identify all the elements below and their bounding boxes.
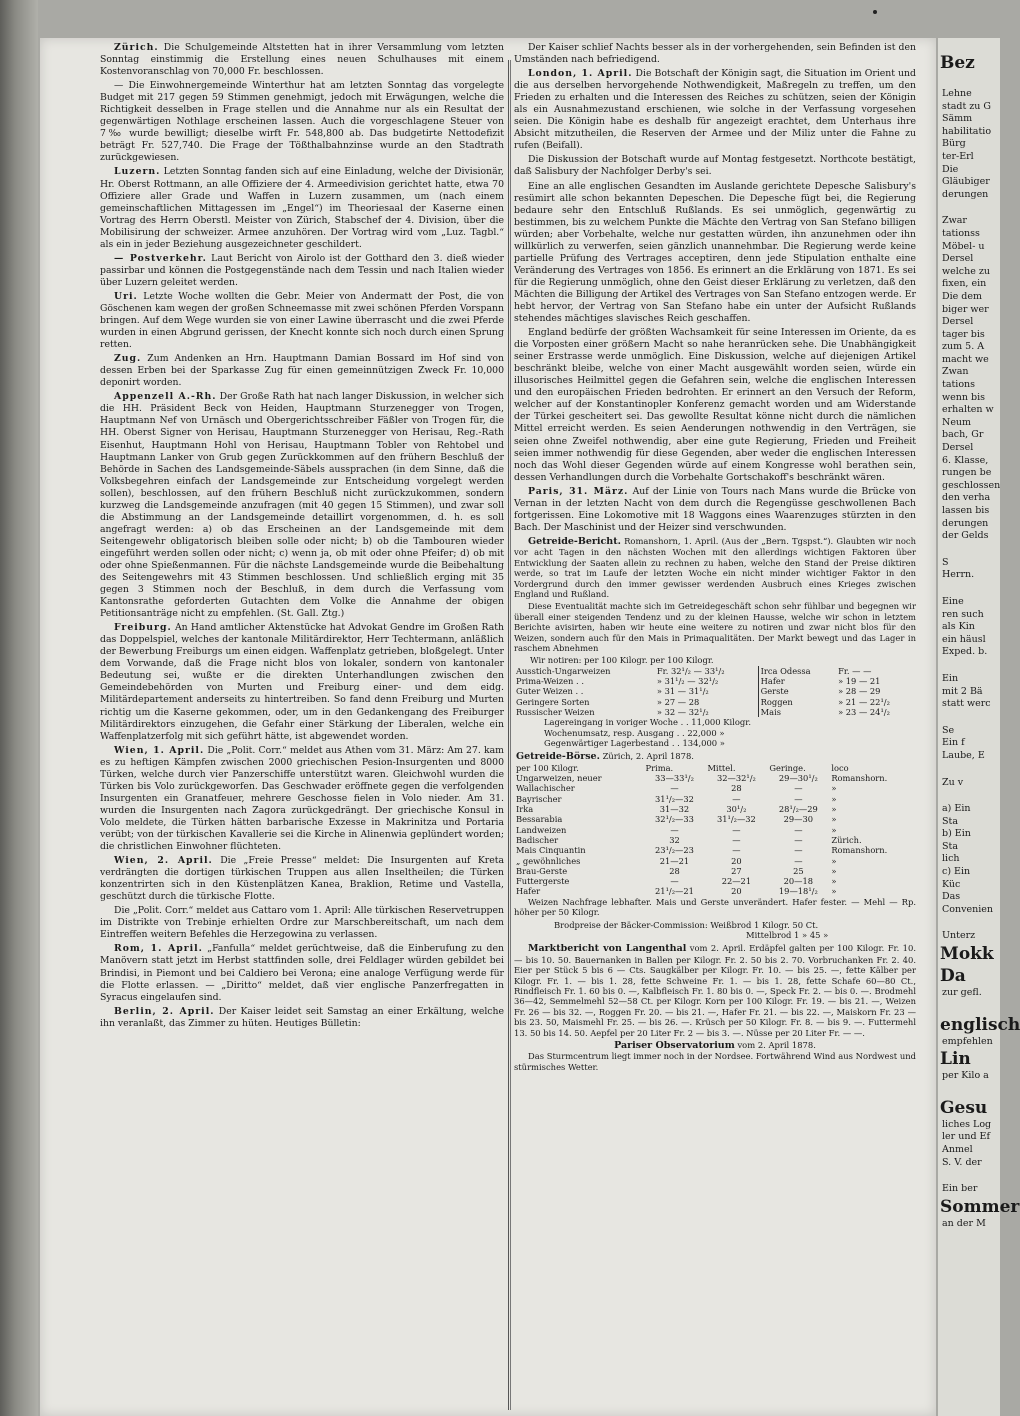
table-cell: 32 [669,834,680,845]
article-text: Der Kaiser leidet seit Samstag an einer Erkältung, welche ihn veranlaßt, das Zimmer zu hüten. Heutiges Bülletin: [100,1005,504,1029]
table-cell: — [670,783,679,794]
table-row [514,783,916,793]
spacer [938,1000,1000,1014]
table-cell: » [831,865,837,876]
spacer [938,74,1000,88]
table-row [514,866,916,876]
adjacent-page-fragment: Herrn. [942,569,975,581]
table-cell: Ungarweizen, neuer [516,773,602,784]
stock-line: Gegenwärtiger Lagerbestand . . 134,000 » [544,738,725,749]
table-cell: Zürich. [831,834,862,845]
table-cell: Irca Odessa [758,666,836,676]
table-row [514,814,916,824]
table-cell: Brau-Gerste [516,865,568,876]
observatory [514,1040,916,1072]
table-cell: 23¹/₂—23 [655,845,694,856]
adjacent-page-fragment: Dersel [942,442,974,454]
table-row [514,835,916,845]
adjacent-page-fragment: Möbel- u [942,240,985,252]
table-row [514,804,916,814]
article-text: Die „Polit. Corr.“ meldet aus Cattaro vom 1. April: Alle türkischen Reservetruppen im Distrikte von Trebinje erhielten Ordre zur Marschbereitschaft, um nach dem Eintreffen weitern Befehles die Herzegowina zu verlassen. [100,905,504,941]
adjacent-page-fragment: Dersel [942,316,974,328]
adjacent-page-fragment: lassen bis [942,505,990,516]
adjacent-page-fragment: Eine [942,595,964,607]
adjacent-page-fragment: Da [940,966,966,987]
adjacent-page-fragment: S. V. der [942,1156,982,1168]
table-cell: » [831,876,837,887]
observatory-text: Das Sturmcentrum liegt immer noch in der Nordsee. Fortwährend Wind aus Nordwest und stürmisches Wetter. [514,1051,916,1072]
spacer [938,763,1000,777]
news-articles [514,42,916,534]
table-cell: 22—21 [721,876,752,887]
table-cell: 21—21 [659,855,690,866]
table-cell: » [831,814,837,825]
adjacent-page-fragment: Unterz [942,930,976,942]
column-rule-double [510,60,511,1410]
article-paragraph [100,353,504,389]
exchange-place: Zürich, 2. April 1878. [602,751,694,762]
adjacent-page-fragment: Zu v [942,776,964,788]
article-dateline: Zug. [114,353,142,365]
spacer [938,711,1000,725]
spacer [938,789,1000,803]
table-cell: — [732,834,741,845]
article-text: Auf der Linie von Tours nach Mans wurde die Brücke von Vernan in der letzten Nacht von dem durch die Regengüsse geschwollenen Bach fortgerissen. Eine Lokomotive mit 18 Waggons eines Waarenzuges stürzten in den Bach. Der Maschinist und der Heizer sind verschwunden. [514,485,916,533]
table-cell: Fr. 32¹/₂ — 33¹/₂ [656,665,725,676]
adjacent-page-fragment: habilitatio [942,125,992,137]
article-text: — Die Einwohnergemeinde Winterthur hat am letzten Sonntag das vorgelegte Budget mit 217 gegen 59 Stimmen genehmigt, jedoch mit Erwägungen, welche die Richtigkeit desselben in Frage stellen und die Annahme nur als ein Resultat der gegenwärtigen Nothlage erscheinen lassen. Auch die vorgeschlagene Steuer von 7‰ wurde bewilligt; dieselbe wirft Fr. 548,800 ab. Das budgetirte Nettodefizit beträgt Fr. 527,740. Die Frage der Tößthalbahnzinse wurde an den Stadtrath zurückgewiesen. [100,80,504,164]
adjacent-page-fragment: Bez [940,53,975,73]
grain-report-title: Getreide-Bericht. [528,535,621,547]
bread-line2: Mittelbrod 1 » 45 » [746,929,829,940]
article-paragraph [514,68,916,152]
adjacent-page-fragment: liches Log [942,1118,992,1130]
spacer [938,1169,1000,1183]
adjacent-page-fragment: der Gelds [942,530,989,542]
adjacent-page-fragment: tations [942,379,976,391]
article-dateline: Zürich. [114,42,159,53]
table-row [514,666,916,676]
spacer [938,201,1000,215]
grain-report-place: Romanshorn, 1. April. [624,535,719,546]
grain-exchange [514,751,916,940]
article-paragraph [100,291,504,351]
article-text: Die Schulgemeinde Altstetten hat in ihrer Versammlung vom letzten Sonntag einstimmig die Erstellung eines neuen Schulhauses mit einem Kostenvoranschlag von 70,000 Fr. beschlossen. [100,42,504,78]
adjacent-page-fragment: Lin [940,1049,971,1070]
article-text: „Fanfulla“ meldet gerüchtweise, daß die Einberufung zu den Manövern statt jetzt im Herbst stattfinden solle, drei Feldlager würden gebildet bei Brindisi, in Piemont und bei Caldiero bei Verona; eine analoge Verfügung werde für die Flotte erlassen. — „Diritto“ meldet, daß vier englische Panzerfregatten in Syracus eingelaufen sind. [100,943,505,1003]
table-cell: » [831,793,837,804]
table-cell: — [670,876,679,887]
article-paragraph [100,80,504,164]
article-paragraph [100,42,504,78]
table-cell: 20 [731,855,742,866]
table-row [514,676,916,686]
spacer [938,543,1000,557]
table-cell: „ gewöhnliches [516,855,581,866]
article-dateline: London, 1. April. [528,68,633,80]
article-dateline: Berlin, 2. April. [114,1005,215,1017]
article-paragraph [100,943,504,1003]
article-text: Letzte Woche wollten die Gebr. Meier von Andermatt der Post, die von Göschenen kam wegen der großen Schneemasse mit zwei schönen Pferden Vorspann bringen. Auf dem Wege wurden sie von einer Lawine überrascht und die zwei Pferde wurden in einen Abgrund gerissen, der Knecht konnte sich noch durch einen Sprung retten. [100,290,504,351]
article-paragraph [514,327,916,484]
adjacent-page-fragment: derungen [942,188,989,200]
exchange-price-table [514,763,916,897]
adjacent-page-fragment: zum 5. A [942,341,985,353]
adjacent-page-fragment: S [942,556,949,568]
stock-line: Lagereingang in voriger Woche . . 11,000 Kilogr. [544,717,752,728]
table-cell: Hafer [516,886,541,897]
table-cell: — [732,824,741,835]
table-cell: 31¹/₂—32 [655,793,694,804]
adjacent-page-fragment: Anmel [942,1144,973,1155]
adjacent-page-fragment: als Kin [942,621,975,633]
adjacent-page-fragment: Gläubiger [942,176,990,188]
spacer [938,38,1000,52]
table-cell: — [794,845,803,856]
article-paragraph [100,622,504,742]
table-cell: Bessarabia [516,814,563,825]
adjacent-page-fragment: derungen [942,517,989,529]
adjacent-page-fragment: an der M [942,1217,986,1229]
column-right [514,42,916,1074]
table-cell: Roggen [758,697,836,707]
table-cell: Futtergerste [516,876,570,887]
table-cell: » 31¹/₂ — 32¹/₂ [656,676,719,687]
article-dateline: Wien, 2. April. [114,855,213,867]
table-cell: 31¹/₂—32 [716,814,756,825]
table-cell: 29—30 [783,814,814,825]
table-cell: » [831,886,837,897]
table-cell: 20—18 [783,876,814,887]
book-binding [0,0,38,1416]
adjacent-page-fragment: rungen be [942,467,992,479]
table-cell: Wallachischer [516,783,575,794]
observatory-date: vom 2. April 1878. [737,1040,816,1050]
table-cell: Bayrischer [516,793,562,804]
adjacent-page-fragment: Das [942,891,961,903]
adjacent-page-fragment: erhalten w [942,404,994,416]
table-cell: — [794,834,803,845]
article-dateline: Appenzell A.-Rh. [114,391,217,403]
table-row [514,876,916,886]
langenthal-title: Marktbericht von Langenthal [528,943,687,955]
adjacent-page-fragment: per Kilo a [942,1070,989,1082]
adjacent-page-fragment: den verha [942,492,991,504]
article-text: Zum Andenken an Hrn. Hauptmann Damian Bossard im Hof sind von dessen Erben bei der Sparkasse Zug für einen gemeinnützigen Zweck Fr. 10,000 deponirt worden. [100,353,504,389]
table-header-cell: Mittel. [707,762,736,773]
grain-report-header: Wir notiren: per 100 Kilogr. per 100 Kilogr. [530,655,714,666]
article-paragraph [514,181,916,326]
article-text: Laut Bericht von Airolo ist der Gotthard den 3. dieß wieder passirbar und können die Postgegenstände nach dem Tessin und nach Italien wieder über Luzern geleitet werden. [100,252,504,288]
spacer [938,916,1000,930]
article-dateline: — Postverkehr. [114,252,207,264]
exchange-note: Weizen Nachfrage lebhafter. Mais und Gerste unverändert. Hafer fester. — Mehl — Rp. höher per 50 Kilogr. [514,896,916,918]
spacer [938,582,1000,596]
adjacent-page-fragment: mit 2 Bä [942,685,983,697]
article-dateline: Freiburg. [114,622,172,634]
table-cell: Ausstich-Ungarweizen [516,665,611,676]
column-left [100,42,504,1032]
table-cell: — [794,824,803,835]
adjacent-page-fragment: wenn bis [942,391,986,403]
spacer [938,659,1000,673]
table-row [514,856,916,866]
adjacent-page-fragment: Bürg [942,138,966,150]
article-paragraph [100,391,504,620]
article-paragraph [100,253,504,289]
adjacent-page-fragment: Ein f [942,737,965,749]
adjacent-page-fragment: geschlossen [942,479,1001,491]
adjacent-page-fragment: englisch [940,1014,1020,1035]
adjacent-page-fragment: macht we [942,353,989,365]
adjacent-page-fragment: Ein ber [942,1183,978,1195]
table-cell: — [670,824,679,835]
table-cell: 30¹/₂ [726,804,747,815]
adjacent-page-fragment: stadt zu G [942,100,992,112]
table-cell: » 21 — 22¹/₂ [838,696,890,707]
table-row [514,794,916,804]
table-row [514,686,916,696]
adjacent-page-fragment: empfehlen [942,1035,993,1047]
adjacent-page-fragment: Ein [942,672,959,684]
adjacent-page-fragment: fixen, ein [942,278,987,290]
adjacent-page-fragment: ein häusl [942,633,986,645]
table-cell: — [732,845,741,856]
adjacent-page-fragment: tationss [942,227,980,239]
adjacent-page-fragment: a) Ein [942,803,971,815]
adjacent-page-fragment: ter-Erl [942,150,974,162]
table-cell: 32—32¹/₂ [716,773,756,784]
table-cell: Mais Cinquantin [516,845,586,856]
article-paragraph [514,154,916,178]
article-paragraph [100,905,504,941]
article-dateline: Rom, 1. April. [114,943,203,955]
article-dateline: Uri. [114,290,138,302]
article-text: Letzten Sonntag fanden sich auf eine Einladung, welche der Divisionär, Hr. Oberst Rottmann, an alle Offiziere der 4. Armeedivision gerichtet hatte, etwa 70 Offiziere aller Grade und Waffen in Luzern zusammen, um (nach einem gemeinschaftlichen Mittagessen im „Engel“) im Theoriesaal der Kaserne einen Vortrag des Herrn Oberstl. Meister von Zürich, Stabschef der 4. Division, über die Mobilisirung der schweizer. Armee anzuhören. Der Vortrag wird vom „Luz. Tagbl.“ als ein in jeder Beziehung ausgezeichneter geschildert. [100,166,504,250]
table-cell: 20 [731,886,742,897]
ink-mark [873,10,877,14]
table-cell: Romanshorn. [831,773,888,784]
table-cell: 32¹/₂—33 [655,814,694,825]
adjacent-page-fragment: statt werc [942,698,991,710]
adjacent-page-fragment: welche zu [942,265,990,277]
adjacent-page-fragment: Gesu [940,1097,988,1118]
table-cell: Mais [758,707,836,717]
table-cell: » 23 — 24¹/₂ [838,706,890,717]
adjacent-page-fragment: Neum [942,416,972,428]
article-text: Die Botschaft der Königin sagt, die Situation im Orient und die aus derselben hervorgehende Nothwendigkeit, Maßregeln zu treffen, um den Frieden zu erhalten und die Interessen des Reiches zu schützen, seien der Königin als ein Ausnahmezustand erschienen, wie solche in der Verfassung vorgesehen seien. Die Königin habe es deshalb für angezeigt erachtet, dem Unterhaus ihre Absicht mitzutheilen, die Reserven der Armee und der Miliz unter die Fahne zu rufen (Beifall). [514,68,916,152]
table-cell: » [831,824,837,835]
table-cell: » [831,855,837,866]
table-cell: Geringere Sorten [516,696,590,707]
table-cell: 29—30¹/₂ [778,773,818,784]
adjacent-page-fragment: Mokk [940,944,994,965]
table-header-cell: per 100 Kilogr. [516,762,579,773]
table-header-cell: loco [831,762,849,773]
adjacent-page-fragment: Laube, E [942,749,985,761]
article-paragraph [514,42,916,66]
table-cell: 27 [731,865,742,876]
table-cell: — [794,855,803,866]
langenthal-market [514,943,916,1038]
grain-report-source: (Aus der „Bern. Tgspst.“). [721,535,834,546]
table-cell: — [794,783,803,794]
table-cell: » 28 — 29 [838,686,881,697]
article-text: Der Große Rath hat nach langer Diskussion, in welcher sich die HH. Präsident Beck von Heiden, Hauptmann Sturzenegger von Trogen, Hauptmann Nef von Urnäsch und Obergerichtsschreiber Fäßler von Trogen für, die HH. Oberst Signer von Herisau, Hauptmann Sturzenegger von Herisau, Reg.-Rath Eisenhut, Hauptmann Hohl von Herisau, Hauptmann Tobler von Rehtobel und Hauptmann Lanker von Grub gegen Zurückkommen auf den frühern Beschluß der Behörde in Sachen des Landsgemeinde-Säbels aussprachen (in dem Sinne, daß die Volksbegehren einfach der Landsgemeinde zur Entscheidung vorgelegt werden sollen), beschlossen, auf den frühern Beschluß nicht zurückzukommen, sondern kurzweg die Landsgemeinde anzufragen (mit 40 gegen 15 Stimmen), und zwar soll die Abstimmung an der Landsgemeinde detaillirt vorgenommen, d. h. es soll angefragt werden: a) ob das Erscheinen an der Landsgemeinde mit dem Seitengewehr obligatorisch bleiben solle oder nicht; b) ob die Tambouren wieder eingeführt werden sollen oder nicht; c) wenn ja, ob mit oder ohne Pfeifer; d) ob mit oder ohne Spießenmannen. Für die nächste Landsgemeinde wurde die Beibehaltung des Seitengewehrs mit 43 Stimmen beschlossen. Und schließlich erging mit 35 gegen 3 Stimmen noch der Beschluß, in dem durch die Verfassung vom Kantonsrathe geforderten Gutachten dem Volke die Annahme der obigen Petitionsanträge nicht zu empfehlen. (St. Gall. Ztg.) [100,391,504,620]
article-paragraph [100,166,504,250]
adjacent-page-fragment: zur gefl. [942,987,982,999]
adjacent-page-fragment: lich [942,853,960,865]
table-row [514,825,916,835]
adjacent-page-fragment: Zwar [942,215,967,227]
article-dateline: Wien, 1. April. [114,744,205,756]
article-dateline: Luzern. [114,166,161,178]
table-cell: » 27 — 28 [656,696,700,707]
grain-price-table [514,666,916,717]
table-row [514,886,916,896]
grain-report-text2: Diese Eventualität machte sich im Getreidegeschäft schon sehr fühlbar und begegnen wir überall einer steigenden Tendenz und zu der kleinen Hausse, welche wir schon in letztem Berichte avisirten, haben wir heute eine weitere zu notiren und zwar nicht blos für den Weizen, sondern auch für den Mais in Primaqualitäten. Der Markt bewegt und das Lager in raschem Abnehmen [514,601,916,653]
table-cell: 25 [793,865,804,876]
spacer [938,1083,1000,1097]
table-cell: Hafer [758,676,836,686]
column-rule [508,60,509,1410]
grain-report-text: Glaubten wir noch vor acht Tagen in den nächsten Wochen mit den allerdings wichtigen Faktoren über Entwicklung der Saaten allein zu rechnen zu haben, welche den Stand der Preise diktiren werde, so trat im Laufe der letzten Woche ein nicht minder wichtiger Faktor in den Vordergrund durch den immer gewisser werdenden Ausbruch eines Krieges zwischen England und Rußland. [514,535,917,599]
table-row [514,707,916,717]
table-cell: » 32 — 32¹/₂ [656,706,709,717]
exchange-title: Getreide-Börse. [516,751,600,763]
table-cell: Fr. — — [838,665,872,676]
table-cell: Badischer [516,834,559,845]
article-text: England bedürfe der größten Wachsamkeit für seine Interessen im Oriente, da es die Vorposten einer größern Macht so nahe heranrücken sehe. Die Unabhängigkeit seiner Erstrasse werde unmöglich. Eine Diskussion, welche auf diejenigen Artikel beschränkt bleibe, welche von einer Macht ausgewählt worden seien, würde ein illusorisches Heilmittel gegen die Gefahren sein, welche die englischen Interessen und den europäischen Frieden bedrohten. Er erinnert an den Versuch der Reform, welcher auf der Konstantinopler Konferenz gemacht worden und am Widerstande der Türkei gescheitert sei. Das gewollte Resultat könne nicht durch die nämlichen Mittel erreicht werden. Es seien Aenderungen nothwendig in den Verträgen, sie seien ohne Zweifel nothwendig, aber eine gute Regierung, Frieden und Freiheit seien immer nothwendig für diese Gegenden, aber weder die englischen Interessen noch das Wohl dieser Gegenden würde auf einem Kongresse wohl berathen sein, dessen Verhandlungen durch die Vorbehalte Gortschakoff's beschränkt wären. [514,327,916,483]
table-cell: Landweizen [516,824,567,835]
table-header-cell: Geringe. [769,762,806,773]
article-text: Eine an alle englischen Gesandten im Auslande gerichtete Depesche Salisbury's resümirt alle schon bekannten Depeschen. Die Depesche fügt bei, die Regierung bedaure sehr den Entschluß Rußlands. Es sei unmöglich, gegenwärtig zu bestimmen, bis zu welchem Punkte die Mächte den Vertrag von San Stefano billigen würden; aber Vorbehalte, welche nur gestatten würden, ihn anzunehmen oder ihn willkürlich zu verwerfen, seien gänzlich unannehmbar. Die Regierung werde keine partielle Prüfung des Vertrages acceptiren, denn jede Stipulation enthalte eine Veränderung des Vertrages von 1856. Es erinnert an die Erklärung von 1871. Es sei für die Regierung unmöglich, ohne den Geist dieser Erklärung zu verletzen, daß den Mächten die Billigung der Artikel des Vertrages von San Stefano entzogen werde. Er hebt hervor, der Vertrag von San Stefano habe ein unter der Aufsicht Rußlands stehendes mächtiges slavisches Reich geschaffen. [514,180,916,325]
adjacent-page-fragment: Lehne [942,88,972,99]
adjacent-page-fragment: b) Ein [942,828,971,840]
article-text: Die „Polit. Corr.“ meldet aus Athen vom 31. März: Am 27. kam es zu heftigen Kämpfen zwischen 2000 griechischen Pesion-Insurgenten und 8000 Türken, welche durch vier Panzerschiffe unterstützt waren. Gleichwohl wurden die Türken bis Volo zurückgeworfen. Das Geschwader eröffnete gegen die verfolgenden Insurgenten ein Granatfeuer, mehrere Geschosse fielen in Volo nieder. Am 31. wurden die Insurgenten nach Zagora zurückgedrängt. Der griechische Konsul in Volo meldete, die Türken hätten barbarische Exzesse in Makrinitza und Portaria verübt; von der türkischen Kavallerie sei die Kirche in Alinenwia geplündert worden; die christlichen Einwohner flüchteten. [100,744,504,853]
article-paragraph [100,745,504,853]
adjacent-page-fragment: Sta [942,815,958,827]
table-header-cell: Prima. [645,762,674,773]
article-paragraph [100,1006,504,1030]
article-paragraph [514,486,916,534]
adjacent-page-fragment: bach, Gr [942,429,984,441]
table-row [514,845,916,855]
grain-report [514,536,916,749]
adjacent-page-fragment: 6. Klasse, [942,454,989,466]
table-cell: Irka [516,804,534,815]
adjacent-page-fragment: Sommer [940,1196,1020,1217]
langenthal-text: vom 2. April. Erdäpfel galten per 100 Kilogr. Fr. 10. — bis 10. 50. Bauernanken in Ballen per Kilogr. Fr. 2. 50 bis 2. 70. Vorbruchanken Fr. 2. 40. Eier per Stück 5 bis 6 — Cts. Saugkälber per Kilogr. Fr. 10. — bis 25. —, fette Kälber per Kilogr. Fr. 1. — bis 1. 28, fette Schweine Fr. 1. — bis 1. 28, fette Schafe 60—80 Ct., Rindfleisch Fr. 1. 60 bis 0. —, Kalbfleisch Fr. 1. 80 bis 0. —, Speck Fr. 2. — bis 0. —. Brodmehl 36—42, Semmelmehl 52—58 Ct. per Kilogr. Korn per 100 Kilogr. Fr. 19. — bis 21. —, Weizen Fr. 26 — bis 32. —, Roggen Fr. 20. — bis 21. —, Hafer Fr. 21. — bis 22. —, Maiskorn Fr. 23 — bis 23. 50, Maismehl Fr. 25. — bis 26. —. Krüsch per 50 Kilogr. Fr. 8. — bis 9. —. Futtermehl 13. 50 bis 14. 50. Aepfel per 20 Liter Fr. 2 — bis 3. —. Nüsse per 20 Liter Fr. — —. [514,943,916,1038]
table-cell: Guter Weizen . . [516,686,584,697]
article-dateline: Paris, 31. März. [528,485,629,497]
adjacent-page-fragment: Die dem [942,290,983,302]
adjacent-page-fragment: Exped. b. [942,646,988,658]
observatory-title: Pariser Observatorium [614,1040,735,1051]
table-cell: 28 [669,865,680,876]
table-cell: 31—32 [659,804,690,815]
table-cell: » 31 — 31¹/₂ [656,686,709,697]
adjacent-page-fragment: Zwan [942,366,969,378]
adjacent-page-fragment: biger wer [942,303,989,315]
stock-summary [514,717,916,748]
table-cell: 19—18¹/₂ [778,886,818,897]
adjacent-page-fragment: Convenien [942,903,993,915]
adjacent-page-fragment: tager bis [942,328,985,340]
adjacent-page-fragment: Dersel [942,253,974,265]
article-text: Die „Freie Presse“ meldet: Die Insurgenten auf Kreta verdrängten die dortigen türkischen Truppen aus allen Inseltheilen; die Türken konzentrirten sich in den Küstenplätzen Kanea, Braklion, Retime und Vastella, geschützt durch die türkische Flotte. [100,855,505,903]
adjacent-page-fragment: Se [942,724,955,736]
bread-label: Brodpreise der Bäcker-Commission: [554,919,708,930]
table-row [514,773,916,783]
adjacent-page-fragment: Die [942,163,959,175]
table-cell: 33—33¹/₂ [655,773,694,784]
adjacent-page-fragment: Sta [942,840,958,852]
table-cell: » [831,783,837,794]
article-text: Der Kaiser schlief Nachts besser als in der vorhergehenden, sein Befinden ist den Umständen nach befriedigend. [514,42,916,66]
table-cell: 28¹/₂—29 [778,804,818,815]
table-cell: 28 [731,783,742,794]
table-cell: Prima-Weizen . . [516,676,584,687]
table-cell: 21¹/₂—21 [655,886,694,897]
table-cell: — [732,793,741,804]
article-paragraph [100,855,504,903]
adjacent-page-fragment: ren such [942,608,984,620]
article-text: An Hand amtlicher Aktenstücke hat Advokat Gendre im Großen Rath das Doppelspiel, welches der kantonale Militärdirektor, Herr Techtermann, anläßlich der Bewerbung Freiburgs um einen eidgen. Waffenplatz getrieben, bloßgelegt. Unter dem Vorwande, daß die Frage nicht blos von lokaler, sondern von kantonaler Bedeutung sei, wußte er die direkten Unterhandlungen zwischen den Gemeindebehörden von Murten und Freiburg einer- und dem eidg. Militärdepartement anderseits zu hintertreiben. So fand denn Freiburg und Murten richtig um die Kaserne gekommen, oder, um in den Gedankengang des Freiburger Militärdirektors einzugehen, die Gefahr einer Stärkung der Liberalen, welche ein Waffenplatzerfolg mit sich geführt hätte, ist abgewendet worden. [100,622,504,742]
table-cell: » [831,804,837,815]
table-cell: Russischer Weizen [516,706,595,717]
table-row [514,697,916,707]
adjacent-page-edge [938,38,1020,1416]
table-cell: — [794,793,803,804]
table-header-row [514,763,916,773]
bread-line1: Weißbrod 1 Kilogr. 50 Ct. [710,919,819,930]
adjacent-page-fragment: c) Ein [942,866,971,878]
table-cell: Gerste [758,686,836,696]
stock-line: Wochenumsatz, resp. Ausgang . . 22,000 » [544,727,725,738]
adjacent-page-fragment: Sämm [942,113,973,125]
table-cell: Romanshorn. [831,845,888,856]
adjacent-page-fragment: ler und Ef [942,1131,991,1143]
table-cell: » 19 — 21 [838,676,881,687]
article-text: Die Diskussion der Botschaft wurde auf Montag festgesetzt. Northcote bestätigt, daß Salisbury der Nachfolger Derby's sei. [514,154,916,178]
adjacent-page-fragment: Küc [942,878,961,890]
